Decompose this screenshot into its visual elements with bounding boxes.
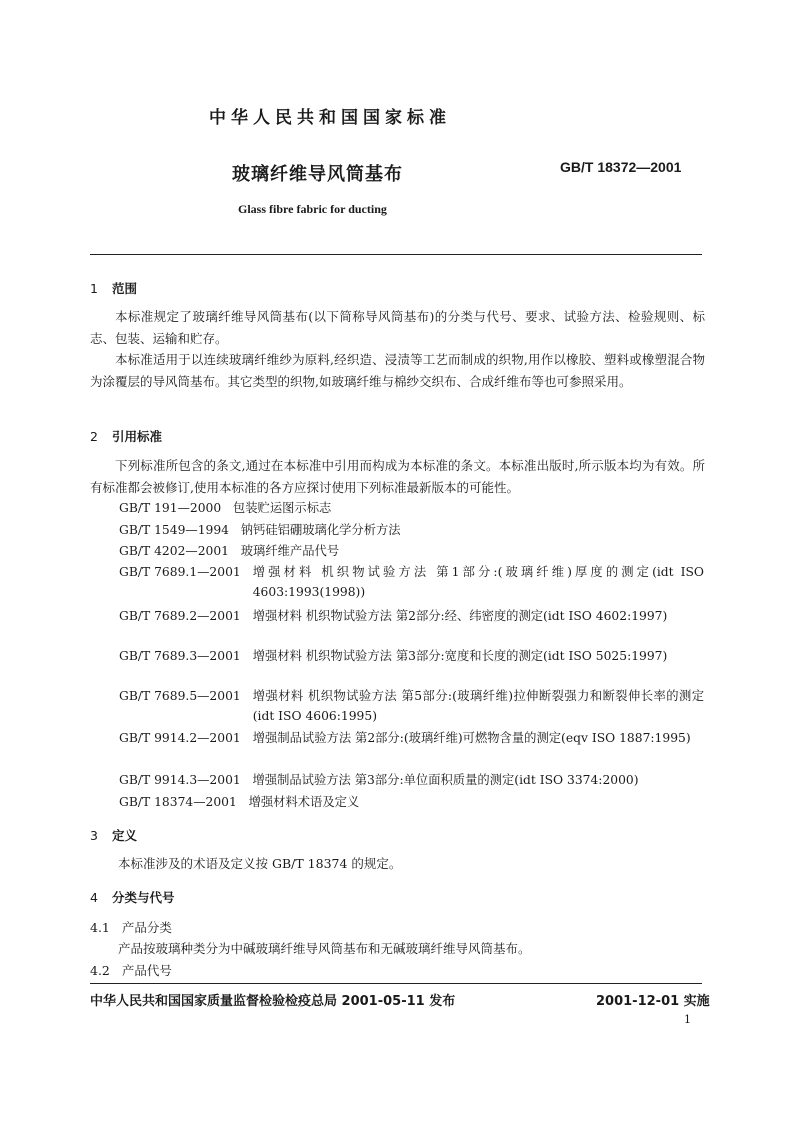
- section-3-heading: [90, 826, 137, 844]
- reference-title: 玻璃纤维产品代号: [240, 544, 340, 558]
- section-2-intro: 下列标准所包含的条文,通过在本标准中引用而构成为本标准的条文。本标准出版时,所示版本均为有效。所有标准都会被修订,使用本标准的各方应探讨使用下列标准最新版本的可能性。: [90, 458, 705, 495]
- reference-item: [119, 792, 704, 812]
- section-title: 分类与代号: [112, 890, 175, 905]
- subsection-number: 4.1: [90, 920, 110, 935]
- reference-item: [119, 606, 704, 626]
- reference-code: GB/T 18374—2001: [119, 795, 237, 809]
- section-number: 2: [90, 429, 98, 444]
- footer-divider: [90, 983, 702, 984]
- section-3-paragraph: 本标准涉及的术语及定义按 GB/T 18374 的规定。: [118, 856, 402, 871]
- section-1-paragraph-2: 本标准适用于以连续玻璃纤维纱为原料,经织造、浸渍等工艺而制成的织物,用作以橡胶、塑料或橡塑混合物为涂覆层的导风筒基布。其它类型的织物,如玻璃纤维与棉纱交织布、合成纤维布等也可参照采用。: [90, 352, 705, 389]
- section-number: 3: [90, 828, 98, 843]
- national-standard-header: 中华人民共和国国家标准: [209, 108, 451, 128]
- section-title: 定义: [112, 828, 138, 843]
- reference-code: GB/T 7689.2—2001: [119, 609, 241, 623]
- reference-title: 增强材料术语及定义: [248, 795, 360, 809]
- standard-number: GB/T 18372—2001: [560, 159, 682, 175]
- section-title: 引用标准: [112, 429, 163, 444]
- reference-title: 增强制品试验方法 第2部分:(玻璃纤维)可燃物含量的测定(eqv ISO 1887:1995): [252, 731, 691, 745]
- reference-title: 增强制品试验方法 第3部分:单位面积质量的测定(idt ISO 3374:2000): [252, 773, 639, 787]
- reference-title: 增强材料 机织物试验方法 第5部分:(玻璃纤维)拉伸断裂强力和断裂伸长率的测定(idt ISO 4606:1995): [252, 689, 704, 723]
- reference-item: [119, 728, 704, 748]
- reference-code: GB/T 9914.2—2001: [119, 731, 241, 745]
- section-4-heading: [90, 888, 175, 906]
- reference-code: GB/T 1549—1994: [119, 523, 229, 537]
- reference-code: GB/T 9914.3—2001: [119, 773, 241, 787]
- reference-title: 包装贮运图示标志: [232, 501, 332, 515]
- section-title: 范围: [112, 281, 138, 296]
- reference-code: GB/T 191—2000: [119, 501, 222, 515]
- reference-item: [119, 770, 704, 790]
- section-2-heading: [90, 427, 162, 445]
- reference-code: GB/T 7689.1—2001: [119, 565, 241, 579]
- reference-item: [119, 541, 704, 561]
- section-number: 1: [90, 281, 98, 296]
- reference-title: 增强材料 机织物试验方法 第3部分:宽度和长度的测定(idt ISO 5025:1997): [252, 649, 668, 663]
- issue-statement: 中华人民共和国国家质量监督检验检疫总局 2001-05-11 发布: [90, 994, 456, 1009]
- reference-item: [119, 646, 704, 666]
- reference-item: [119, 498, 704, 518]
- section-1-heading: [90, 279, 137, 297]
- page-number: 1: [684, 1013, 691, 1026]
- header-divider: [90, 254, 702, 255]
- subsection-4-1-text: 产品按玻璃种类分为中碱玻璃纤维导风筒基布和无碱玻璃纤维导风筒基布。: [118, 941, 531, 956]
- reference-code: GB/T 7689.5—2001: [119, 689, 241, 703]
- reference-title: 增强材料 机织物试验方法 第2部分:经、纬密度的测定(idt ISO 4602:1997): [252, 609, 668, 623]
- section-1-paragraph-1: 本标准规定了玻璃纤维导风筒基布(以下简称导风筒基布)的分类与代号、要求、试验方法、检验规则、标志、包装、运输和贮存。: [90, 309, 705, 346]
- reference-title: 增强材料 机织物试验方法 第1部分:(玻璃纤维)厚度的测定(idt ISO 4603:1993(1998)): [252, 565, 704, 599]
- document-title-english: Glass fibre fabric for ducting: [238, 202, 387, 216]
- reference-code: GB/T 7689.3—2001: [119, 649, 241, 663]
- subsection-number: 4.2: [90, 963, 110, 978]
- reference-item: [119, 562, 704, 602]
- document-title-chinese: 玻璃纤维导风筒基布: [232, 164, 403, 185]
- reference-code: GB/T 4202—2001: [119, 544, 229, 558]
- reference-title: 钠钙硅铝硼玻璃化学分析方法: [240, 523, 401, 537]
- subsection-4-2-heading: [90, 960, 172, 981]
- subsection-title: 产品分类: [121, 920, 172, 935]
- subsection-4-1-heading: [90, 917, 172, 938]
- subsection-title: 产品代号: [121, 963, 172, 978]
- reference-item: [119, 520, 704, 540]
- reference-item: [119, 686, 704, 726]
- effective-date: 2001-12-01 实施: [596, 994, 710, 1009]
- section-number: 4: [90, 890, 98, 905]
